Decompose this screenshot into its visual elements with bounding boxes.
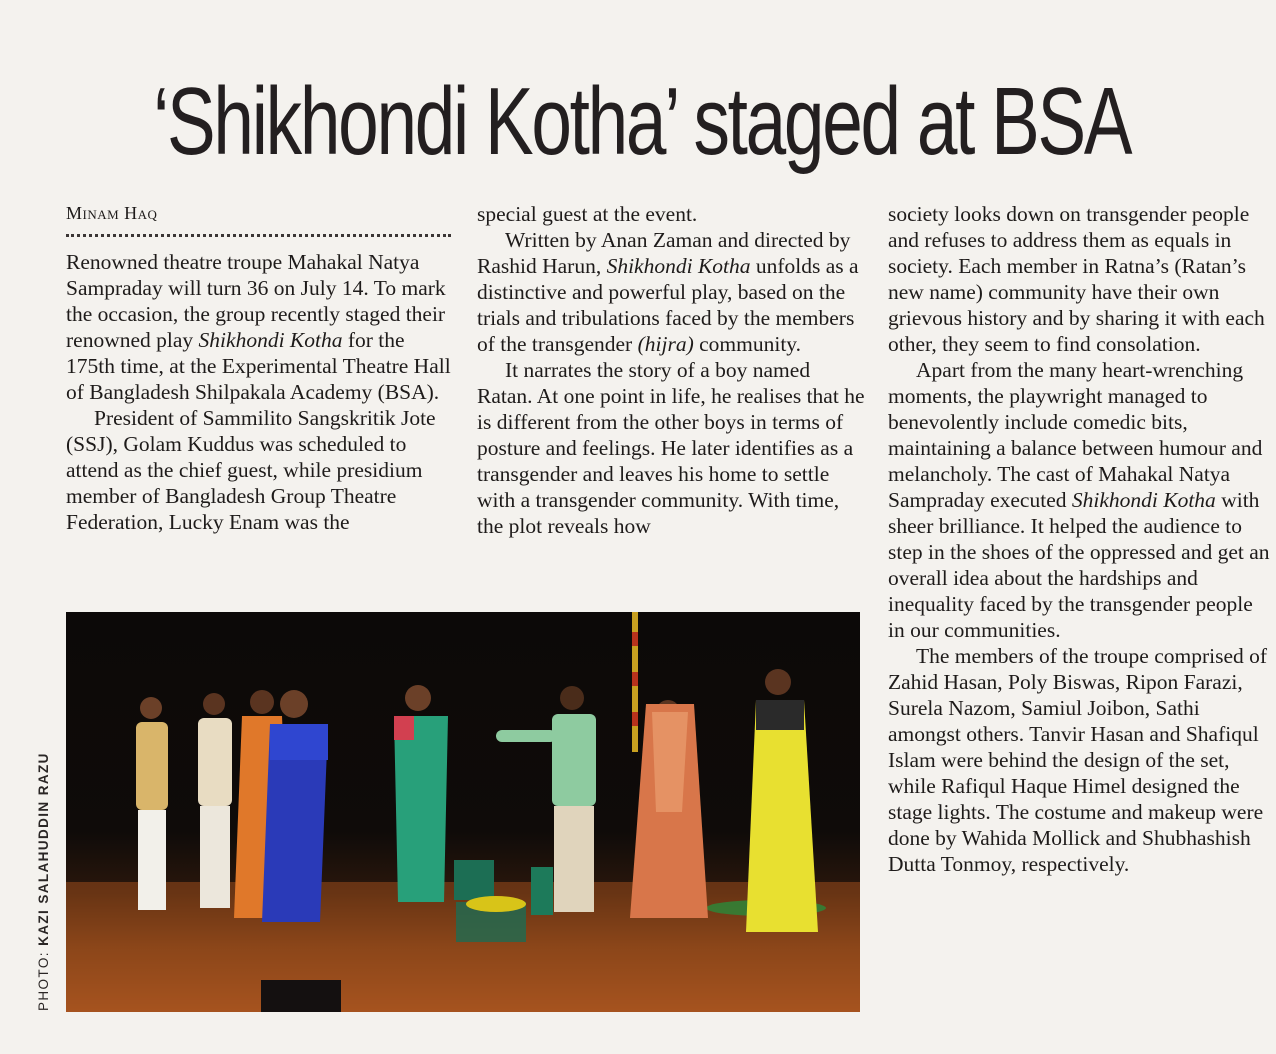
term-hijra: (hijra) [637, 332, 694, 356]
paragraph-intro [66, 249, 458, 405]
paragraph-crew: The members of the troupe comprised of Zahid Hasan, Poly Biswas, Ripon Farazi, Surela Nazom, Samiul Joibon, Sathi amongst others. Tanvir Hasan and Shafiqul Islam were behind the design of the set, while Rafiqul Haque Himel designed the stage lights. The costume and makeup were done by Wahida Mollick and Shubhashish Dutta Tonmoy, respectively. [888, 644, 1268, 876]
photo-credit-prefix: PHOTO: [36, 951, 51, 1011]
paragraph-continued: special guest at the event. [477, 202, 698, 226]
article-column-3 [888, 201, 1270, 877]
photo-credit [36, 752, 51, 1011]
stage-scene-illustration [66, 612, 860, 1012]
stage-photo [66, 612, 860, 1012]
paragraph-guests: President of Sammilito Sangskritik Jote (SSJ), Golam Kuddus was scheduled to attend as the chief guest, while presidium member of Bangladesh Group Theatre Federation, Lucky Enam was the [66, 406, 436, 534]
paragraph-review [888, 357, 1270, 643]
paragraph-text: Written by Anan Zaman and directed by Rashid Harun, [477, 228, 851, 278]
paragraph-text: unfolds as a distinctive and powerful play, based on the trials and tribulations faced by the members of the transgender [477, 254, 859, 356]
byline: Minam Haq [66, 203, 158, 223]
article-column-1 [66, 200, 458, 535]
headline: ‘Shikhondi Kotha’ staged at BSA [153, 68, 1131, 175]
paragraph-text: community. [693, 332, 802, 356]
paragraph-society: society looks down on transgender people and refuses to address them as equals in society. Each member in Ratna’s (Ratan’s new name) community have their own grievous history and by sharing it with each other, they seem to find consolation. [888, 202, 1265, 356]
dotted-divider [66, 234, 451, 237]
article-column-2 [477, 201, 869, 539]
paragraph-credits [477, 227, 869, 357]
paragraph-text: Renowned theatre troupe Mahakal Natya Sampraday will turn 36 on July 14. To mark the occasion, the group recently staged their renowned play [66, 250, 446, 352]
paragraph-plot: It narrates the story of a boy named Ratan. At one point in life, he realises that he is different from the other boys in terms of posture and feelings. He later identifies as a transgender and leaves his home to settle with a transgender community. With time, the plot reveals how [477, 358, 865, 538]
paragraph-text: for the 175th time, at the Experimental Theatre Hall of Bangladesh Shilpakala Academy (BSA). [66, 328, 451, 404]
play-title: Shikhondi Kotha [198, 328, 343, 352]
play-title: Shikhondi Kotha [606, 254, 751, 278]
paragraph-text: with sheer brilliance. It helped the audience to step in the shoes of the oppressed and get an overall idea about the hardships and inequality faced by the transgender people in our communities. [888, 488, 1270, 642]
paragraph-text: Apart from the many heart-wrenching moments, the playwright managed to benevolently include comedic bits, maintaining a balance between humour and melancholy. The cast of Mahakal Natya Sampraday executed [888, 358, 1263, 512]
photographer-name: KAZI SALAHUDDIN RAZU [36, 752, 51, 946]
play-title: Shikhondi Kotha [1071, 488, 1216, 512]
